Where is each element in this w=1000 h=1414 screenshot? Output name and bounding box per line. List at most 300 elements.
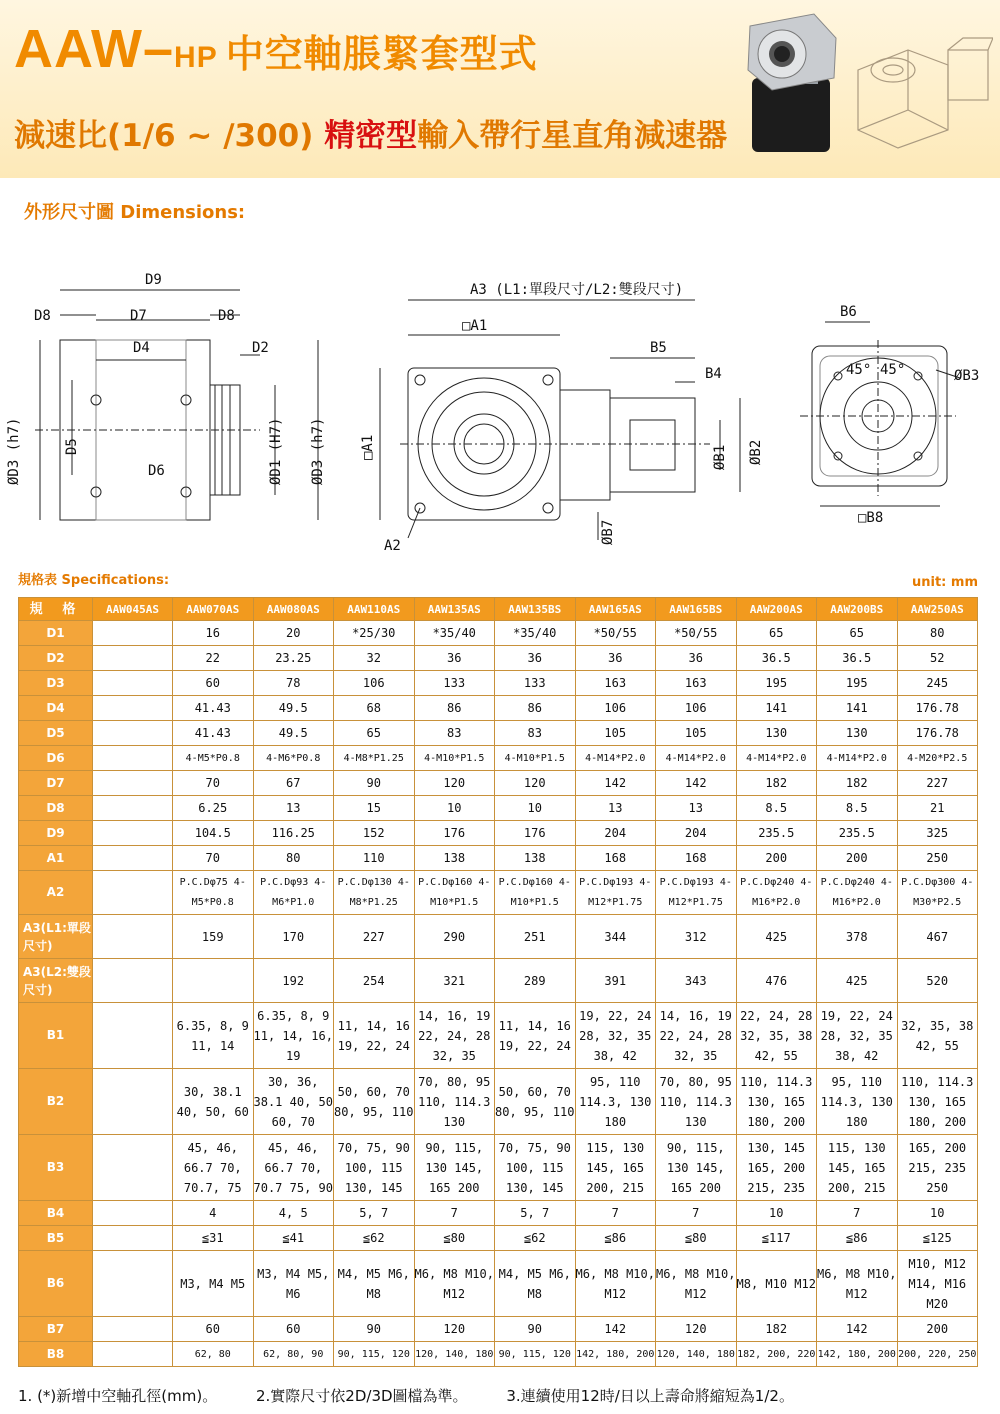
spec-cell: 36 [414,646,495,671]
spec-cell: 104.5 [173,821,254,846]
spec-cell: 32 [334,646,415,671]
spec-row [19,846,978,871]
spec-cell: 16 [173,621,254,646]
spec-cell: 7 [817,1201,898,1226]
front-view [380,300,740,540]
spec-cell: 182, 200, 220 [736,1342,817,1367]
spec-cell: 138 [495,846,576,871]
model-header: AAW165AS [575,598,656,621]
spec-cell: 133 [414,671,495,696]
spec-cell: 4-M20*P2.5 [897,746,978,771]
note-1: 1. (*)新增中空軸孔徑(mm)。 [18,1387,218,1405]
gearbox-line-drawing [848,30,993,150]
note-3: 3.連續使用12時/日以上壽命將縮短為1/2。 [506,1387,794,1405]
spec-cell: 142, 180, 200 [575,1342,656,1367]
label-D3-right: ØD3 (h7) [310,417,326,485]
spec-cell: 10 [897,1201,978,1226]
spec-cell: 110, 114.3 130, 165 180, 200 [897,1069,978,1135]
spec-cell: 141 [817,696,898,721]
spec-cell: 120 [495,771,576,796]
spec-cell: P.C.Dφ300 4-M30*P2.5 [897,871,978,915]
label-45deg-2: 45° [880,362,906,378]
spec-cell: 120, 140, 180 [414,1342,495,1367]
spec-cell: 78 [253,671,334,696]
spec-cell: 4-M5*P0.8 [173,746,254,771]
spec-cell: 13 [575,796,656,821]
spec-cell: 106 [575,696,656,721]
spec-row [19,696,978,721]
spec-cell: ≦80 [656,1226,737,1251]
spec-cell: 65 [334,721,415,746]
spec-cell: 32, 35, 38 42, 55 [897,1003,978,1069]
spec-cell [93,796,173,821]
row-label: D1 [19,621,93,646]
spec-cell: 245 [897,671,978,696]
product-title: AAW–HP 中空軸脹緊套型式 [14,19,538,79]
spec-row [19,1317,978,1342]
spec-cell: 4-M10*P1.5 [414,746,495,771]
spec-cell: M6, M8 M10, M12 [656,1251,737,1317]
spec-cell: 106 [656,696,737,721]
spec-cell: 60 [173,671,254,696]
spec-cell [93,1069,173,1135]
label-B1: ØB1 [712,444,728,470]
spec-row [19,771,978,796]
spec-cell: 110 [334,846,415,871]
spec-cell: ≦86 [575,1226,656,1251]
spec-cell: ≦41 [253,1226,334,1251]
label-B7: ØB7 [600,519,616,545]
spec-cell: 325 [897,821,978,846]
spec-cell: 52 [897,646,978,671]
spec-cell: 13 [253,796,334,821]
spec-cell: 36.5 [817,646,898,671]
row-label: D4 [19,696,93,721]
spec-cell: 165, 200 215, 235 250 [897,1135,978,1201]
spec-cell [93,646,173,671]
spec-cell: 182 [736,1317,817,1342]
spec-cell [93,1342,173,1367]
spec-cell: 49.5 [253,696,334,721]
spec-cell: 163 [575,671,656,696]
spec-cell: 120 [414,1317,495,1342]
label-D7: D7 [130,308,147,324]
spec-cell: 14, 16, 19 22, 24, 28 32, 35 [656,1003,737,1069]
spec-cell: 321 [414,959,495,1003]
spec-cell: 476 [736,959,817,1003]
model-header: AAW070AS [173,598,254,621]
spec-cell: 192 [253,959,334,1003]
spec-cell: 4-M14*P2.0 [575,746,656,771]
spec-row [19,1342,978,1367]
spec-header-row [19,598,978,621]
spec-cell: 86 [495,696,576,721]
row-label: B6 [19,1251,93,1317]
label-B3: ØB3 [954,368,980,384]
spec-cell: 106 [334,671,415,696]
spec-cell: 45, 46, 66.7 70, 70.7, 75 [173,1135,254,1201]
spec-cell: 200 [736,846,817,871]
spec-row [19,721,978,746]
spec-cell: P.C.Dφ93 4-M6*P1.0 [253,871,334,915]
spec-table [18,597,978,1367]
spec-row [19,796,978,821]
spec-cell: 227 [897,771,978,796]
flange-view [800,322,960,506]
spec-cell: 45, 46, 66.7 70, 70.7 75, 90 [253,1135,334,1201]
spec-cell: 116.25 [253,821,334,846]
spec-cell: 10 [736,1201,817,1226]
spec-cell [93,1226,173,1251]
spec-cell: 70, 75, 90 100, 115 130, 145 [334,1135,415,1201]
spec-cell [93,821,173,846]
label-B4: B4 [705,366,722,382]
spec-cell: 20 [253,621,334,646]
spec-cell: 90 [495,1317,576,1342]
spec-cell: *35/40 [495,621,576,646]
spec-row [19,959,978,1003]
spec-cell: 4-M14*P2.0 [817,746,898,771]
spec-cell [93,671,173,696]
model-header: AAW045AS [93,598,173,621]
spec-cell [93,1135,173,1201]
spec-cell: 11, 14, 16 19, 22, 24 [334,1003,415,1069]
dimension-drawings [0,260,1000,560]
spec-cell: 68 [334,696,415,721]
spec-cell: P.C.Dφ75 4-M5*P0.8 [173,871,254,915]
product-subtitle: 減速比(1/6 ~ /300) 精密型輸入帶行星直角減速器 [14,118,728,154]
spec-cell: 378 [817,915,898,959]
label-A1-side: □A1 [360,434,376,460]
spec-cell: 90, 115, 130 145, 165 200 [414,1135,495,1201]
spec-cell: P.C.Dφ160 4-M10*P1.5 [495,871,576,915]
spec-cell: 200 [897,1317,978,1342]
row-label: A3(L1:單段尺寸) [19,915,93,959]
spec-cell: P.C.Dφ160 4-M10*P1.5 [414,871,495,915]
spec-cell: 182 [817,771,898,796]
spec-cell: *25/30 [334,621,415,646]
spec-cell [173,959,254,1003]
spec-cell: 344 [575,915,656,959]
spec-cell: 163 [656,671,737,696]
label-B8: □B8 [858,510,884,526]
spec-cell: 50, 60, 70 80, 95, 110 [495,1069,576,1135]
row-label: D8 [19,796,93,821]
spec-cell: 60 [253,1317,334,1342]
spec-cell: 425 [817,959,898,1003]
spec-cell: 11, 14, 16 19, 22, 24 [495,1003,576,1069]
spec-row [19,821,978,846]
spec-cell: *35/40 [414,621,495,646]
spec-cell [93,771,173,796]
model-header: AAW080AS [253,598,334,621]
label-B5: B5 [650,340,667,356]
spec-cell: 133 [495,671,576,696]
spec-cell: 86 [414,696,495,721]
spec-title: 規格表 Specifications: [18,573,170,588]
spec-cell: 159 [173,915,254,959]
spec-cell: 138 [414,846,495,871]
gearbox-photo [742,8,840,156]
spec-cell: 142 [575,1317,656,1342]
spec-cell: 65 [736,621,817,646]
label-D4: D4 [133,340,150,356]
spec-cell: 30, 38.1 40, 50, 60 [173,1069,254,1135]
spec-cell: 80 [253,846,334,871]
spec-cell: M6, M8 M10, M12 [817,1251,898,1317]
spec-cell: 227 [334,915,415,959]
spec-cell: 60 [173,1317,254,1342]
spec-cell [93,846,173,871]
label-D2: D2 [252,340,269,356]
row-label: D3 [19,671,93,696]
spec-cell: 4-M10*P1.5 [495,746,576,771]
spec-cell: 70 [173,846,254,871]
spec-cell: 13 [656,796,737,821]
label-D9: D9 [145,272,162,288]
spec-cell [93,696,173,721]
note-2: 2.實際尺寸依2D/3D圖檔為準。 [256,1387,468,1405]
row-label: A1 [19,846,93,871]
spec-cell: 251 [495,915,576,959]
spec-cell: 182 [736,771,817,796]
spec-cell: 6.35, 8, 9 11, 14, 16, 19 [253,1003,334,1069]
spec-cell: 90, 115, 120 [495,1342,576,1367]
spec-cell: M6, M8 M10, M12 [414,1251,495,1317]
spec-cell: 391 [575,959,656,1003]
spec-row [19,1135,978,1201]
spec-cell: 90, 115, 120 [334,1342,415,1367]
spec-cell: M8, M10 M12 [736,1251,817,1317]
spec-cell [93,1251,173,1317]
footnotes [18,1385,828,1406]
spec-cell: M3, M4 M5 [173,1251,254,1317]
spec-cell: 200 [817,846,898,871]
spec-cell: 6.35, 8, 9 11, 14 [173,1003,254,1069]
spec-cell: ≦86 [817,1226,898,1251]
spec-cell: 4, 5 [253,1201,334,1226]
row-label: A2 [19,871,93,915]
label-B6: B6 [840,304,857,320]
spec-cell: 22, 24, 28 32, 35, 38 42, 55 [736,1003,817,1069]
spec-cell: ≦62 [334,1226,415,1251]
label-D8-right: D8 [218,308,235,324]
spec-cell [93,621,173,646]
spec-cell: 4 [173,1201,254,1226]
row-label: B2 [19,1069,93,1135]
spec-cell: M10, M12 M14, M16 M20 [897,1251,978,1317]
spec-cell: 19, 22, 24 28, 32, 35 38, 42 [575,1003,656,1069]
label-D6: D6 [148,463,165,479]
spec-cell: 41.43 [173,696,254,721]
spec-cell: 105 [575,721,656,746]
spec-cell: 7 [414,1201,495,1226]
spec-cell: M3, M4 M5, M6 [253,1251,334,1317]
spec-cell: 312 [656,915,737,959]
spec-cell: 130 [817,721,898,746]
spec-cell: 176.78 [897,721,978,746]
label-A1-top: □A1 [462,318,488,334]
model-header: AAW110AS [334,598,415,621]
spec-cell: 4-M14*P2.0 [656,746,737,771]
spec-cell: 15 [334,796,415,821]
spec-cell: 49.5 [253,721,334,746]
spec-cell [93,721,173,746]
spec-cell: M4, M5 M6, M8 [495,1251,576,1317]
spec-cell: 10 [495,796,576,821]
spec-cell: 467 [897,915,978,959]
spec-row [19,1003,978,1069]
spec-cell: 8.5 [736,796,817,821]
spec-row [19,621,978,646]
spec-cell: *50/55 [656,621,737,646]
spec-cell: 36 [575,646,656,671]
spec-cell: 200, 220, 250 [897,1342,978,1367]
model-header: AAW165BS [656,598,737,621]
model-header: AAW250AS [897,598,978,621]
spec-cell: 90, 115, 130 145, 165 200 [656,1135,737,1201]
spec-cell: 176.78 [897,696,978,721]
label-45deg-1: 45° [846,362,872,378]
spec-cell: 80 [897,621,978,646]
spec-cell: 204 [656,821,737,846]
row-label: D2 [19,646,93,671]
spec-cell: 62, 80, 90 [253,1342,334,1367]
spec-cell: 22 [173,646,254,671]
spec-row [19,1201,978,1226]
spec-cell: 6.25 [173,796,254,821]
spec-cell: 170 [253,915,334,959]
header-banner [0,0,1000,178]
unit-label: unit: mm [912,575,978,590]
spec-cell: 70, 75, 90 100, 115 130, 145 [495,1135,576,1201]
row-label: B7 [19,1317,93,1342]
spec-cell: 4-M8*P1.25 [334,746,415,771]
model-header: AAW200AS [736,598,817,621]
label-D5: D5 [64,438,80,455]
model-header: AAW135BS [495,598,576,621]
label-A3: A3 (L1:單段尺寸/L2:雙段尺寸) [470,282,684,298]
spec-cell: 10 [414,796,495,821]
spec-cell: 115, 130 145, 165 200, 215 [575,1135,656,1201]
spec-cell: 5, 7 [334,1201,415,1226]
spec-cell: P.C.Dφ193 4-M12*P1.75 [656,871,737,915]
spec-cell: 23.25 [253,646,334,671]
spec-cell: P.C.Dφ130 4-M8*P1.25 [334,871,415,915]
spec-cell: P.C.Dφ240 4-M16*P2.0 [817,871,898,915]
spec-cell [93,1317,173,1342]
spec-row [19,1069,978,1135]
spec-cell: 195 [817,671,898,696]
spec-cell: 95, 110 114.3, 130 180 [575,1069,656,1135]
spec-cell: 120 [414,771,495,796]
spec-cell: 41.43 [173,721,254,746]
spec-row [19,1251,978,1317]
model-header: AAW135AS [414,598,495,621]
row-label: A3(L2:雙段尺寸) [19,959,93,1003]
spec-cell: 115, 130 145, 165 200, 215 [817,1135,898,1201]
spec-cell: 67 [253,771,334,796]
spec-cell: 235.5 [817,821,898,846]
spec-cell: 90 [334,771,415,796]
spec-cell: 65 [817,621,898,646]
spec-cell: *50/55 [575,621,656,646]
model-header: AAW200BS [817,598,898,621]
spec-cell [93,1201,173,1226]
spec-cell [93,915,173,959]
spec-cell: M4, M5 M6, M8 [334,1251,415,1317]
label-D1: ØD1 (H7) [268,417,284,485]
spec-corner: 規 格 [19,598,93,621]
spec-cell: 70, 80, 95 110, 114.3 130 [414,1069,495,1135]
spec-cell: 4-M6*P0.8 [253,746,334,771]
dimensions-title: 外形尺寸圖 Dimensions: [24,202,246,223]
row-label: B4 [19,1201,93,1226]
spec-cell: 4-M14*P2.0 [736,746,817,771]
spec-cell: 141 [736,696,817,721]
spec-cell: 7 [656,1201,737,1226]
spec-cell: ≦62 [495,1226,576,1251]
spec-cell: P.C.Dφ240 4-M16*P2.0 [736,871,817,915]
spec-cell: ≦117 [736,1226,817,1251]
spec-cell: 70 [173,771,254,796]
spec-cell: 50, 60, 70 80, 95, 110 [334,1069,415,1135]
spec-cell: 142 [656,771,737,796]
spec-cell: 83 [414,721,495,746]
spec-row [19,671,978,696]
row-label: B1 [19,1003,93,1069]
label-D3-left: ØD3 (h7) [6,417,22,485]
spec-cell: 142 [575,771,656,796]
spec-cell: 152 [334,821,415,846]
label-B2: ØB2 [748,439,764,465]
spec-cell: 142, 180, 200 [817,1342,898,1367]
spec-cell: 19, 22, 24 28, 32, 35 38, 42 [817,1003,898,1069]
spec-cell: 290 [414,915,495,959]
spec-cell: 7 [575,1201,656,1226]
spec-cell: 176 [414,821,495,846]
spec-cell: 195 [736,671,817,696]
spec-cell: 120 [656,1317,737,1342]
spec-cell: P.C.Dφ193 4-M12*P1.75 [575,871,656,915]
spec-cell: 21 [897,796,978,821]
spec-cell: 120, 140, 180 [656,1342,737,1367]
spec-row [19,915,978,959]
spec-cell: 168 [575,846,656,871]
spec-cell: ≦125 [897,1226,978,1251]
spec-cell: 520 [897,959,978,1003]
spec-cell: 5, 7 [495,1201,576,1226]
spec-cell [93,871,173,915]
spec-cell: 36 [495,646,576,671]
row-label: D9 [19,821,93,846]
spec-cell: 70, 80, 95 110, 114.3 130 [656,1069,737,1135]
spec-cell: 95, 110 114.3, 130 180 [817,1069,898,1135]
spec-cell: 254 [334,959,415,1003]
spec-cell: 425 [736,915,817,959]
row-label: B3 [19,1135,93,1201]
row-label: D7 [19,771,93,796]
row-label: B5 [19,1226,93,1251]
spec-cell [93,746,173,771]
spec-cell: 142 [817,1317,898,1342]
spec-cell: ≦80 [414,1226,495,1251]
spec-cell: 83 [495,721,576,746]
row-label: D5 [19,721,93,746]
spec-cell: M6, M8 M10, M12 [575,1251,656,1317]
spec-row [19,746,978,771]
spec-cell: 110, 114.3 130, 165 180, 200 [736,1069,817,1135]
